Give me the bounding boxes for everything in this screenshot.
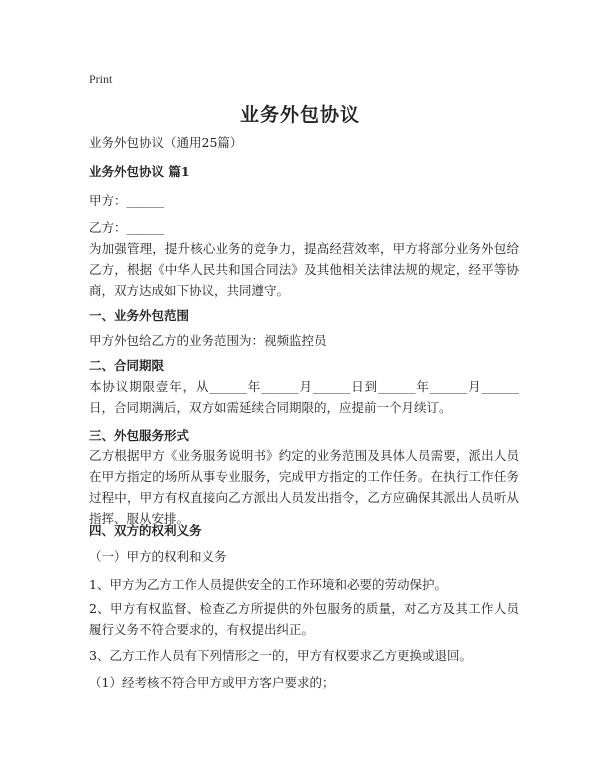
heading-scope: 一、业务外包范围 xyxy=(89,308,190,323)
list-item: 2、甲方有权监督、检查乙方所提供的外包服务的质量，对乙方及其工作人员履行义务不符合要求的，有权提出纠正。 xyxy=(89,601,519,637)
section-title: 业务外包协议 篇1 xyxy=(89,164,190,179)
party-a: 甲方：______ xyxy=(89,193,165,208)
heading-term: 二、合同期限 xyxy=(89,358,165,373)
heading-service-form: 三、外包服务形式 xyxy=(89,428,190,443)
document-subtitle: 业务外包协议（通用25篇） xyxy=(89,135,243,150)
term-paragraph: 本协议期限壹年，从______年______月______日到______年______月______日，合同期满后，双方如需延续合同期限的，应提前一个月续订。 xyxy=(89,379,519,415)
list-subitem: （1）经考核不符合甲方或甲方客户要求的； xyxy=(89,675,335,690)
heading-rights-obligations: 四、双方的权利义务 xyxy=(89,523,202,538)
list-item: 1、甲方为乙方工作人员提供安全的工作环境和必要的劳动保护。 xyxy=(89,577,447,592)
subheading-party-a-rights: （一）甲方的权利和义务 xyxy=(89,549,227,564)
document-title: 业务外包协议 xyxy=(239,104,360,126)
scope-paragraph: 甲方外包给乙方的业务范围为：视频监控员 xyxy=(89,333,327,348)
party-b: 乙方：______ xyxy=(89,220,165,235)
list-item: 3、乙方工作人员有下列情形之一的，甲方有权要求乙方更换或退回。 xyxy=(89,648,472,663)
print-label[interactable]: Print xyxy=(89,72,113,86)
intro-paragraph: 为加强管理，提升核心业务的竞争力，提高经营效率，甲方将部分业务外包给乙方，根据《中华人民共和国合同法》及其他相关法律法规的规定，经平等协商，双方达成如下协议，共同遵守。 xyxy=(89,241,519,298)
service-form-paragraph: 乙方根据甲方《业务服务说明书》约定的业务范围及具体人员需要，派出人员在甲方指定的场所从事专业服务，完成甲方指定的工作任务。在执行工作任务过程中，甲方有权直接向乙方派出人员发出指令，乙方应确保其派出人员听从指挥、服从安排。 xyxy=(89,448,519,526)
